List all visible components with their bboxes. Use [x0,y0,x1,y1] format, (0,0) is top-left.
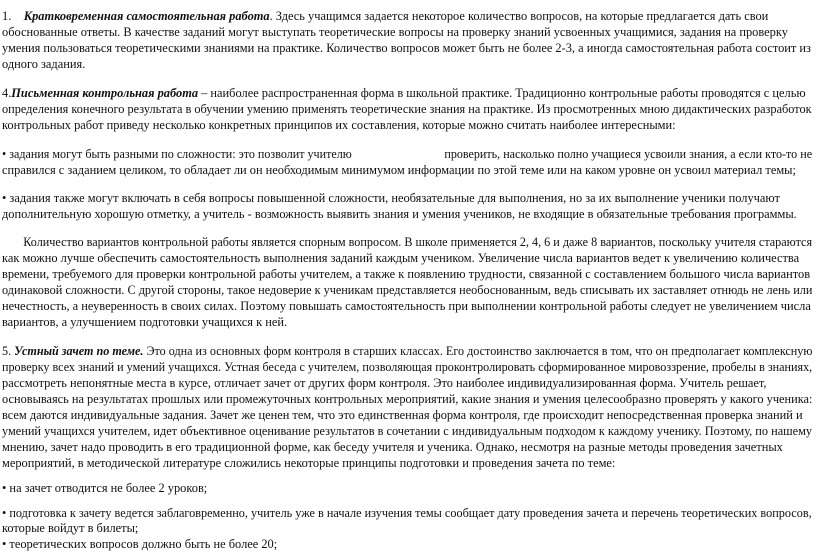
bullet-1-line-2: справился с заданием целиком, то обладает ли он необходимым минимумом информации по этой теме или на каком уровне он усвоил материал темы; [2,163,796,177]
bullet-2-line-2: дополнительную хорошую отметку, а учитель - возможность выявить знания и умения учеников, не входящие в обязательные требования программы. [2,207,797,221]
bullet-1-part-a: • задания могут быть разными по сложности: это позволит учителю [2,147,352,161]
variants-line-3: времени, требуемого для проверки контрольной работы учителем, а также к появлению трудности, связанной с составлением большого числа вариантов [2,267,811,281]
bullet-2-line-1: • задания также могут включать в себя вопросы повышенной сложности, необязательные для выполнения, но за их выполнение ученики получают [2,191,780,205]
section-5-text: Это одна из основных форм контроля в старших классах. Его достоинство заключается в том, что он предполагает комплексную [143,344,813,358]
variants-line-2: как можно лучше обеспечить самостоятельность выполнения заданий каждым учеником. Увеличение числа вариантов ведет к увеличению количества [2,251,800,265]
section-5-line-7: мнению, зачет надо проводить в его традиционной форме, как беседу учителя и ученика. Однако, несмотря на разные методы проведения зачетных [2,440,783,454]
bullet-5: • теоретических вопросов должно быть не более 20; [2,537,278,551]
variants-line-5: нечестность, а неуверенность в своих силах. Поэтому повышать самостоятельность при выполнении контрольной работы следует не увеличением числа [2,299,811,313]
section-5-line-3: рассмотреть непонятные места в курсе, отличает зачет от других форм контроля. Это наиболее индивидуализированная форма. Учитель решает, [2,376,767,390]
section-1-text: . Здесь учащимся задается некоторое количество вопросов, на которые предлагается дать свои [269,9,769,23]
section-4-heading: Письменная контрольная работа [11,86,199,100]
section-5-line-5: всем даются индивидуальные задания. Зачет же ценен тем, что это единственная форма контроля, где происходит непосредственная проверка знаний и [2,408,803,422]
bullet-1-part-b: проверить, насколько полно учащиеся усвоили знания, а если кто-то не [444,147,813,161]
section-5-line-4: основываясь на результатах прошлых или промежуточных контрольных мероприятий, какие знания и умения целесообразно проверять у какого ученика: [2,392,813,406]
section-4-text: – наиболее распространенная форма в школьной практике. Традиционно контрольные работы проводятся с целью [198,86,806,100]
section-1-line-3: умения пользоваться теоретическими знаниями на практике. Количество вопросов может быть не более 2-3, а иногда самостоятельная работа состоит из [2,41,811,55]
section-1-line-2: обоснованные ответы. В качестве заданий могут выступать теоретические вопросы на проверку знаний усвоенных учащимися, задания на проверку [2,25,788,39]
section-4-line-1 [2,86,806,101]
section-1-line-1 [2,9,768,24]
section-5-line-8: мероприятий, в методической литературе сложились некоторые принципы подготовки и проведения зачета по теме: [2,456,616,470]
section-5-heading: Устный зачет по теме. [14,344,144,358]
variants-line-4: одинаковой сложности. С другой стороны, такое недоверие к ученикам представляется необоснованным, ведь списывать их заставляет отнюдь не лень или [2,283,813,297]
bullet-4-line-1: • подготовка к зачету ведется заблаговременно, учитель уже в начале изучения темы сообщает дату проведения зачета и перечень теоретических вопросов, [2,506,812,520]
section-5-line-2: проверку всех знаний и умений учащихся. Устная беседа с учителем, позволяющая проконтролировать сформированное мировоззрение, пробелы в знаниях, [2,360,813,374]
variants-line-1: Количество вариантов контрольной работы является спорным вопросом. В школе применяется 2, 4, 6 и даже 8 вариантов, поскольку учителя стараются [2,235,813,249]
section-1-heading: Кратковременная самостоятельная работа [23,9,270,23]
section-4-line-3: контрольных работ приведу несколько конкретных принципов их составления, которые можно считать наиболее интересными: [2,118,676,132]
section-4-number: 4. [2,86,12,100]
section-5-line-6: умений учащихся учителем, идет объективное оценивание результатов в сочетании с индивидуальным подходом к каждому ученику. Поэтому, по нашему [2,424,813,438]
section-1-line-4: одного задания. [2,57,86,71]
section-4-line-2: определения конечного результата в обучении умению применять теоретические знания на практике. Из просмотренных мною дидактических разработок [2,102,812,116]
bullet-1-line-1 [2,147,812,162]
bullet-4-line-2: которые войдут в билеты; [2,521,139,535]
bullet-3: • на зачет отводится не более 2 уроков; [2,481,208,495]
section-1-number: 1. [2,9,12,23]
variants-line-6: вариантов, а улучшением подготовки учащихся к ней. [2,315,288,329]
section-5-line-1 [2,344,812,359]
section-5-number: 5. [2,344,15,358]
